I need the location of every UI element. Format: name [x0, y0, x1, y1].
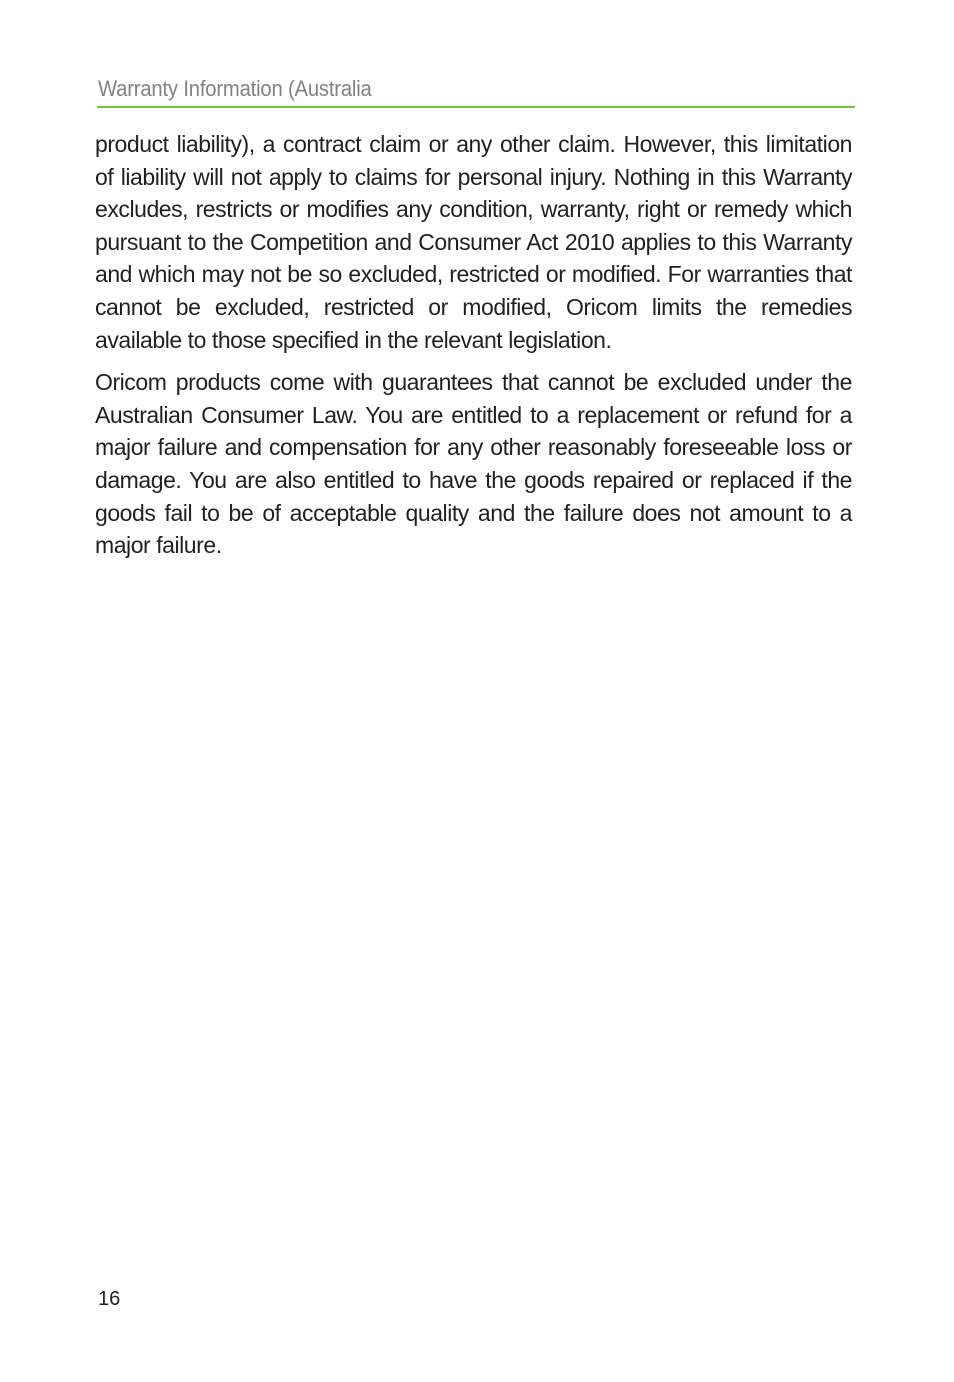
running-header — [97, 72, 855, 108]
paragraph-consumer-guarantees: Oricom products come with guarantees that cannot be excluded under the Australian Consumer Law. You are entitled to a replacement or refund for a major failure and compensation for any other reasonably foreseeable loss or damage. You are also entitled to have the goods repaired or replaced if the goods fail to be of acceptable quality and the failure does not amount to a major failure. — [95, 369, 852, 559]
page-number: 16 — [98, 1288, 121, 1310]
running-header-title: Warranty Information (Australia — [98, 76, 372, 101]
body-text — [95, 128, 852, 572]
paragraph-liability-limitation: product liability), a contract claim or any other claim. However, this limitation of liability will not apply to claims for personal injury. Nothing in this Warranty excludes, restricts or modifies any condition, warranty, right or remedy which pursuant to the Competition and Consumer Act 2010 applies to this Warranty and which may not be so excluded, restricted or modified. For warranties that cannot be excluded, restricted or modified, Oricom limits the remedies available to those specified in the relevant legislation. — [95, 131, 852, 353]
